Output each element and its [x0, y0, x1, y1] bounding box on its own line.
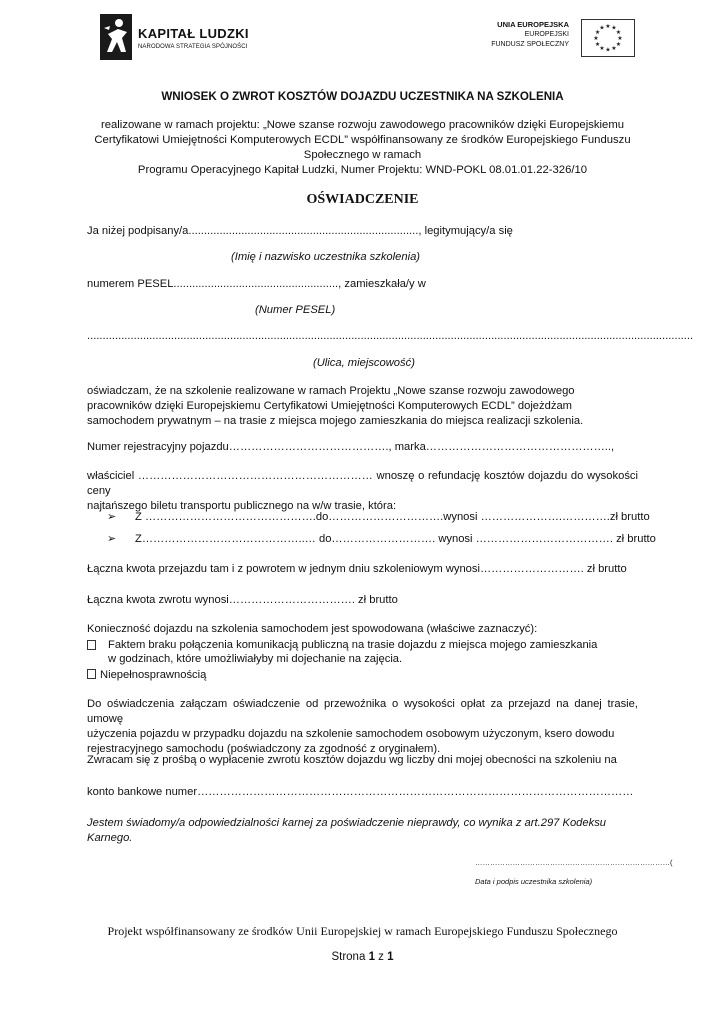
liability-line: Jestem świadomy/a odpowiedzialności karnej za poświadczenie nieprawdy, co wynika z art.297 Kodeksu	[87, 817, 607, 829]
arrow-bullet-icon: ➢	[107, 533, 117, 545]
svg-text:★: ★	[593, 34, 599, 42]
intro-line: realizowane w ramach projektu: „Nowe szanse rozwoju zawodowego pracowników dzięki Europejskiemu	[100, 119, 625, 131]
svg-text:★: ★	[615, 28, 622, 36]
request-text: Zwracam się z prośbą o wypłacenie zwrotu kosztów dojazdu wg liczby dni mojej obecności na szkoleniu na	[87, 754, 617, 766]
declaration-line: pracowników dzięki Europejskiemu Certyfikatowi Umiejętności Komputerowych ECDL” dojeżdżam	[87, 400, 572, 412]
intro-line: Programu Operacyjnego Kapitał Ludzki, Numer Projektu: WND-POKL 08.01.01.22-326/10	[137, 164, 588, 176]
liability-statement	[87, 816, 638, 846]
liability-line: Karnego.	[87, 832, 133, 844]
refund-amount-field[interactable]: Łączna kwota zwrotu wynosi……………………………. zł brutto	[87, 594, 398, 606]
svg-text:★: ★	[594, 28, 601, 36]
name-caption: (Imię i nazwisko uczestnika szkolenia)	[231, 251, 421, 263]
option-line: w godzinach, które umożliwiałyby mi dojechanie na zajęcia.	[108, 653, 403, 665]
eu-logo-line1: UNIA EUROPEJSKA	[497, 20, 569, 29]
option-line: Faktem braku połączenia komunikacją publiczną na trasie dojazdu z miejsca mojego zamieszkania	[108, 639, 598, 651]
owner-line: właściciel ……………………………………………………… wnoszę o refundację kosztów dojazdu do wysokości ceny	[87, 470, 638, 497]
page-total: 1	[387, 951, 394, 963]
declaration-paragraph	[87, 384, 638, 429]
logo-title: KAPITAŁ LUDZKI	[138, 26, 249, 41]
attachment-line: Do oświadczenia załączam oświadczenie od przewoźnika o wysokości opłat za przejazd na danej trasie, umowę	[87, 698, 638, 725]
svg-text:★: ★	[599, 24, 605, 32]
page-of: z	[378, 951, 384, 963]
page-number	[0, 951, 725, 963]
project-intro	[85, 118, 640, 178]
page-current: 1	[368, 951, 375, 963]
route-item[interactable]	[107, 532, 656, 545]
form-title: WNIOSEK O ZWROT KOSZTÓW DOJAZDU UCZESTNIKA NA SZKOLENIA	[161, 90, 564, 103]
statement-heading: OŚWIADCZENIE	[306, 192, 419, 207]
pesel-caption: (Numer PESEL)	[255, 304, 336, 316]
bank-account-field[interactable]: konto bankowe numer………………………………………………………………………………………………………	[87, 786, 634, 798]
total-amount-field[interactable]: Łączna kwota przejazdu tam i z powrotem w jednym dniu szkoleniowym wynosi………………………. zł brutto	[87, 563, 627, 575]
footer-text: Projekt współfinansowany ze środków Unii Europejskiej w ramach Europejskiego Funduszu Społecznego	[107, 924, 618, 938]
declaration-line: samochodem prywatnym – na trasie z miejsca mojego zamieszkania do miejsca realizacji szkolenia.	[87, 415, 584, 427]
svg-text:★: ★	[605, 23, 611, 30]
address-field[interactable]: ...................................................................................................................................................................................................	[87, 330, 694, 342]
eu-logo	[491, 18, 637, 60]
eu-logo-line2: EUROPEJSKI	[524, 31, 569, 38]
attachment-paragraph	[87, 697, 638, 757]
eu-flag-icon	[581, 19, 635, 57]
necessity-label: Konieczność dojazdu na szkolenia samochodem jest spowodowana (właściwe zaznaczyć):	[87, 623, 538, 635]
option-text: Niepełnosprawnością	[100, 669, 207, 681]
checkbox[interactable]	[87, 669, 96, 679]
svg-text:★: ★	[605, 46, 611, 54]
attachment-line: rejestracyjnego samochodu (poświadczony za zgodność z oryginałem).	[87, 743, 441, 755]
page-label: Strona	[331, 951, 366, 963]
route-item[interactable]	[107, 510, 650, 523]
human-figure-icon	[100, 14, 132, 60]
option-text	[108, 638, 638, 666]
owner-paragraph[interactable]	[87, 469, 638, 514]
svg-text:★: ★	[617, 34, 623, 42]
arrow-bullet-icon: ➢	[107, 511, 117, 523]
checkbox[interactable]	[87, 640, 96, 650]
eu-logo-line3: FUNDUSZ SPOŁECZNY	[491, 41, 569, 48]
svg-text:★: ★	[611, 24, 617, 32]
pesel-field[interactable]: numerem PESEL....................................................., zamieszkała/y w	[87, 278, 426, 290]
route-text: Z……………………………………..… do………………………. wynosi ………………………………. zł brutto	[135, 533, 656, 545]
intro-line: Społecznego w ramach	[303, 149, 422, 161]
declaration-line: oświadczam, że na szkolenie realizowane w ramach Projektu „Nowe szanse rozwoju zawodowego	[87, 385, 575, 397]
intro-line: Certyfikatowi Umiejętności Komputerowych ECDL” współfinansowany ze środków Europejskiego Funduszu	[94, 134, 631, 146]
name-field[interactable]: Ja niżej podpisany/a.........................................................................., legitymujący/a się	[87, 225, 513, 237]
option-disability[interactable]	[87, 669, 206, 681]
signature-field[interactable]: ……………………………………………………………………(	[475, 858, 673, 867]
attachment-line: użyczenia pojazdu w przypadku dojazdu na szkolenie samochodem osobowym użyczonym, ksero dowodu	[87, 728, 615, 740]
svg-text:★: ★	[611, 45, 617, 52]
owner-line: najtańszego biletu transportu publicznego na w/w trasie, która:	[87, 500, 397, 512]
route-text: Z ……………………………………….do………………………….wynosi ………………….………….zł brutto	[135, 511, 650, 523]
address-caption: (Ulica, miejscowość)	[313, 357, 415, 369]
vehicle-field[interactable]: Numer rejestracyjny pojazdu……………………………………., marka…………………………………………..,	[87, 441, 615, 453]
svg-text:★: ★	[594, 40, 601, 48]
svg-text:★: ★	[615, 40, 622, 48]
logo-subtitle: NARODOWA STRATEGIA SPÓJNOŚCI	[138, 44, 248, 50]
signature-caption: Data i podpis uczestnika szkolenia)	[475, 877, 593, 886]
kapital-ludzki-logo	[100, 14, 249, 62]
svg-text:★: ★	[599, 45, 605, 52]
